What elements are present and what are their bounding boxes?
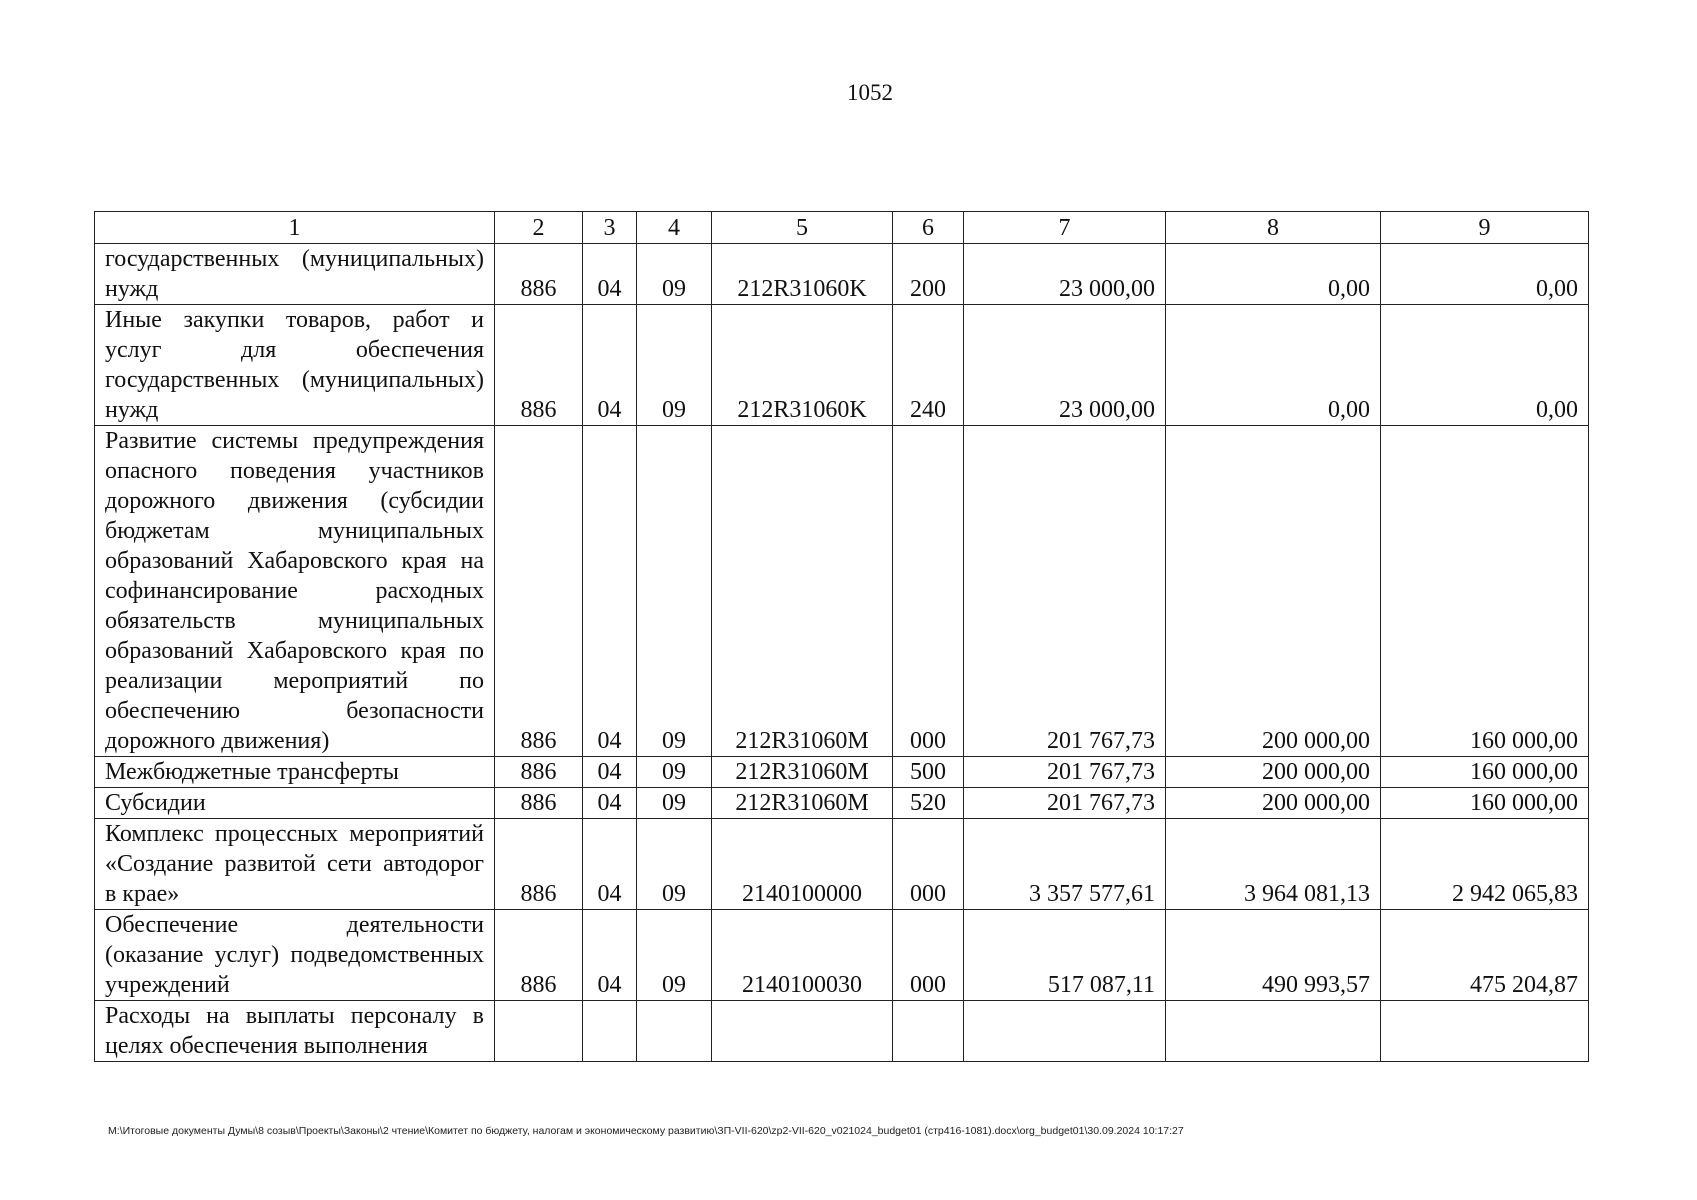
cell-col5: 212R31060M [712, 757, 893, 788]
document-path-footer: M:\Итоговые документы Думы\8 созыв\Проекты\Законы\2 чтение\Комитет по бюджету, налогам и экономическому развитию\ЗП-VII-620\zp2-VII-620_v021024_budget01 (стр416-1081).docx\org_budget01\30.09.2024 10:17:27 [108, 1125, 1184, 1137]
cell-col4: 09 [637, 244, 712, 305]
cell-col2: 886 [495, 910, 583, 1001]
cell-col5: 212R31060K [712, 244, 893, 305]
header-cell: 9 [1381, 212, 1589, 244]
row-description: Развитие системы предупреждения опасного поведения участников дорожного движения (субсидии бюджетам муниципальных образований Хабаровского края на софинансирование расходных обязательств муниципальных образований Хабаровского края по реализации мероприятий по обеспечению безопасности дорожного движения) [95, 426, 495, 757]
cell-col2: 886 [495, 757, 583, 788]
cell-col3 [583, 1001, 637, 1062]
cell-col8: 3 964 081,13 [1166, 819, 1381, 910]
cell-col4: 09 [637, 757, 712, 788]
row-description: Обеспечение деятельности (оказание услуг) подведомственных учреждений [95, 910, 495, 1001]
cell-col5: 2140100000 [712, 819, 893, 910]
cell-col5: 212R31060M [712, 426, 893, 757]
cell-col9: 160 000,00 [1381, 757, 1589, 788]
cell-col9: 0,00 [1381, 244, 1589, 305]
budget-table [94, 211, 1589, 1062]
cell-col7: 23 000,00 [964, 244, 1166, 305]
row-description: государственных (муниципальных) нужд [95, 244, 495, 305]
header-cell: 2 [495, 212, 583, 244]
cell-col8 [1166, 1001, 1381, 1062]
table-row [95, 757, 1589, 788]
header-cell: 6 [893, 212, 964, 244]
cell-col7: 23 000,00 [964, 305, 1166, 426]
row-description: Иные закупки товаров, работ и услуг для обеспечения государственных (муниципальных) нужд [95, 305, 495, 426]
cell-col6: 000 [893, 910, 964, 1001]
cell-col7: 201 767,73 [964, 426, 1166, 757]
cell-col7: 201 767,73 [964, 788, 1166, 819]
table-header-row [95, 212, 1589, 244]
cell-col9: 475 204,87 [1381, 910, 1589, 1001]
cell-col6: 000 [893, 426, 964, 757]
header-cell: 8 [1166, 212, 1381, 244]
cell-col8: 490 993,57 [1166, 910, 1381, 1001]
cell-col6: 240 [893, 305, 964, 426]
cell-col4: 09 [637, 910, 712, 1001]
cell-col8: 0,00 [1166, 305, 1381, 426]
cell-col9: 2 942 065,83 [1381, 819, 1589, 910]
cell-col9: 160 000,00 [1381, 788, 1589, 819]
page-number: 1052 [847, 80, 893, 105]
cell-col2: 886 [495, 426, 583, 757]
cell-col3: 04 [583, 757, 637, 788]
header-cell: 4 [637, 212, 712, 244]
table-row [95, 305, 1589, 426]
cell-col3: 04 [583, 426, 637, 757]
cell-col7: 517 087,11 [964, 910, 1166, 1001]
row-description: Комплекс процессных мероприятий «Создание развитой сети автодорог в крае» [95, 819, 495, 910]
table-row [95, 910, 1589, 1001]
row-description: Расходы на выплаты персоналу в целях обеспечения выполнения [95, 1001, 495, 1062]
table-row [95, 244, 1589, 305]
cell-col2 [495, 1001, 583, 1062]
cell-col4 [637, 1001, 712, 1062]
cell-col4: 09 [637, 788, 712, 819]
cell-col6: 000 [893, 819, 964, 910]
cell-col8: 200 000,00 [1166, 757, 1381, 788]
cell-col4: 09 [637, 426, 712, 757]
cell-col2: 886 [495, 788, 583, 819]
cell-col7: 3 357 577,61 [964, 819, 1166, 910]
row-description: Субсидии [95, 788, 495, 819]
table-row [95, 426, 1589, 757]
cell-col6: 500 [893, 757, 964, 788]
cell-col3: 04 [583, 819, 637, 910]
header-cell: 3 [583, 212, 637, 244]
cell-col3: 04 [583, 910, 637, 1001]
row-description: Межбюджетные трансферты [95, 757, 495, 788]
cell-col9 [1381, 1001, 1589, 1062]
cell-col3: 04 [583, 244, 637, 305]
cell-col6 [893, 1001, 964, 1062]
header-cell: 7 [964, 212, 1166, 244]
cell-col4: 09 [637, 305, 712, 426]
cell-col3: 04 [583, 788, 637, 819]
cell-col6: 200 [893, 244, 964, 305]
cell-col5 [712, 1001, 893, 1062]
cell-col8: 200 000,00 [1166, 788, 1381, 819]
header-cell: 1 [95, 212, 495, 244]
header-cell: 5 [712, 212, 893, 244]
cell-col7: 201 767,73 [964, 757, 1166, 788]
cell-col5: 212R31060M [712, 788, 893, 819]
cell-col9: 0,00 [1381, 305, 1589, 426]
cell-col9: 160 000,00 [1381, 426, 1589, 757]
cell-col5: 2140100030 [712, 910, 893, 1001]
cell-col2: 886 [495, 305, 583, 426]
table-row [95, 1001, 1589, 1062]
table-row [95, 819, 1589, 910]
cell-col7 [964, 1001, 1166, 1062]
cell-col6: 520 [893, 788, 964, 819]
table-row [95, 788, 1589, 819]
cell-col8: 0,00 [1166, 244, 1381, 305]
cell-col3: 04 [583, 305, 637, 426]
cell-col8: 200 000,00 [1166, 426, 1381, 757]
cell-col2: 886 [495, 819, 583, 910]
cell-col2: 886 [495, 244, 583, 305]
cell-col4: 09 [637, 819, 712, 910]
cell-col5: 212R31060K [712, 305, 893, 426]
